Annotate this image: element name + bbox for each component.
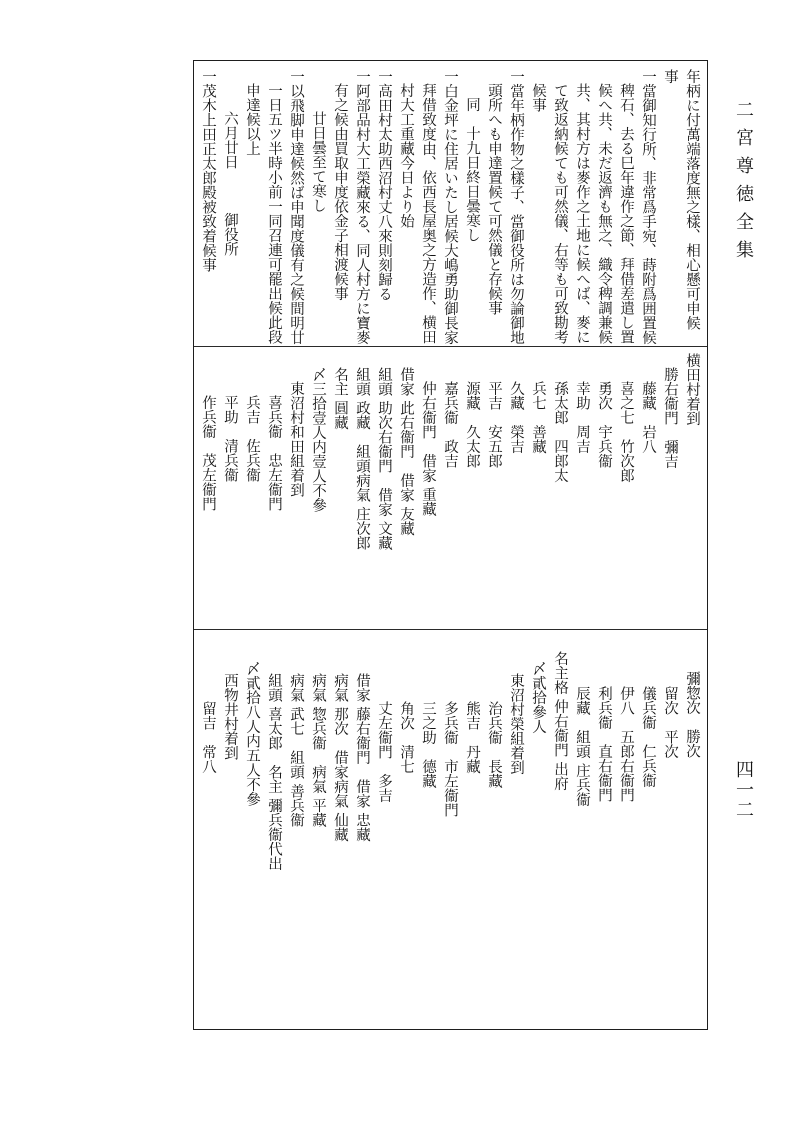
text-line: 組頭 喜太郎 名主 彌兵衞代出 <box>266 673 282 871</box>
text-line: 一以飛脚申達候然ば申聞度儀有之候間明廿 <box>288 69 304 345</box>
text-line: 三之助 德藏 <box>420 701 436 788</box>
page-number: 四一二 <box>733 760 754 820</box>
text-line: 嘉兵衞 政吉 <box>442 381 458 468</box>
text-line: 廿日曇至て寒し <box>310 111 326 213</box>
text-line: 勝右衞門 彌吉 <box>662 367 678 469</box>
text-line: 拜借致度由、依西長屋奥之方造作、横田 <box>420 83 436 344</box>
text-line: 組頭 助次右衞門 借家 文藏 <box>376 367 392 551</box>
text-line: 名主格 仲右衞門 出府 <box>552 651 568 791</box>
text-line: 一茂木上田正太郎殿被致着候事 <box>200 69 216 272</box>
text-frame <box>193 60 708 1030</box>
text-line: 名主 圓藏 <box>332 367 348 430</box>
text-line: 一當年柄作物之樣子、當御役所は勿論御地 <box>508 69 524 345</box>
text-line: 伊八 五郎右衞門 <box>618 686 634 802</box>
text-line: て致返納候ても可然儀、右等も可致勘考 <box>552 83 568 344</box>
text-line: 同 十九日終日曇寒し <box>464 97 480 242</box>
text-line: 借家 藤右衞門 借家 忠藏 <box>354 673 370 842</box>
text-line: 留吉 常八 <box>200 701 216 774</box>
text-line: 頭所へも申達置候て可然儀と存候事 <box>486 83 502 315</box>
text-line: 平助 清兵衞 <box>222 395 238 482</box>
text-line: 利兵衞 直右衞門 <box>596 686 612 802</box>
text-line: 治兵衞 長藏 <box>486 701 502 788</box>
text-line: 仲右衞門 借家 重藏 <box>420 381 436 517</box>
text-line: 東沼村和田組着到 <box>288 381 304 497</box>
text-line: 事 <box>662 69 678 84</box>
running-title: 二宮尊徳全集 <box>733 100 754 268</box>
text-line: 多兵衞 市左衞門 <box>442 701 458 817</box>
text-line: 角次 清七 <box>398 701 414 774</box>
text-line: 共、其村方は麥作之土地に候へば、麥に <box>574 83 590 344</box>
text-line: 作兵衞 茂左衞門 <box>200 395 216 511</box>
text-line: 〆貳拾參人 <box>530 661 546 734</box>
section-divider-1 <box>194 346 707 347</box>
text-line: 病氣 那次 借家病氣 仙藏 <box>332 673 348 842</box>
text-line: 借家 此右衞門 借家 友藏 <box>398 367 414 536</box>
text-line: 儀兵衞 仁兵衞 <box>640 686 656 788</box>
text-line: 村大工重藏今日より始 <box>398 83 414 228</box>
text-line: 勇次 宇兵衞 <box>596 381 612 468</box>
text-line: 平吉 安五郎 <box>486 381 502 468</box>
text-line: 熊吉 丹藏 <box>464 701 480 774</box>
text-line: 一白金坪に住居いたし居候大嶋勇助御長家 <box>442 69 458 345</box>
text-line: 申達候以上 <box>244 83 260 156</box>
text-line: 稗石、去る巳年違作之節、拜借差遣し置 <box>618 83 634 344</box>
text-line: 兵七 善藏 <box>530 381 546 454</box>
text-line: 候事 <box>530 83 546 112</box>
text-line: 有之候由買取申度依金子相渡候事 <box>332 83 348 301</box>
text-line: 年柄に付萬端落度無之樣、相心懸可申候 <box>684 69 700 330</box>
text-line: 一阿部品村大工榮藏來る、同人村方に寶麥 <box>354 69 370 345</box>
text-line: 幸助 周吉 <box>574 381 590 454</box>
text-line: 彌惣次 勝次 <box>684 671 700 758</box>
text-line: 一當御知行所、非常爲手宛、蒔附爲囲置候 <box>640 69 656 345</box>
text-line: 組頭 政藏 組頭病氣 庄次郎 <box>354 367 370 551</box>
text-line: 病氣 武七 組頭 善兵衞 <box>288 673 304 828</box>
text-line: 喜兵衞 忠左衞門 <box>266 395 282 511</box>
text-line: 丈左衞門 多吉 <box>376 701 392 803</box>
text-line: 藤藏 岩八 <box>640 381 656 454</box>
text-line: 六月廿日 御役所 <box>222 111 238 256</box>
text-line: 西物井村着到 <box>222 673 238 760</box>
text-line: 〆貳拾八人内五人不參 <box>244 661 260 806</box>
text-line: 留次 平次 <box>662 686 678 759</box>
text-line: 一日五ツ半時小前一同召連可罷出候此段 <box>266 83 282 344</box>
text-line: 東沼村榮組着到 <box>508 673 524 775</box>
text-line: 喜之七 竹次郎 <box>618 381 634 483</box>
text-line: 一高田村太助西沼村丈八來則刻歸る <box>376 69 392 301</box>
text-line: 源藏 久太郎 <box>464 381 480 468</box>
text-line: 候へ共、未だ返濟も無之、織令稗調兼候 <box>596 83 612 344</box>
text-line: 孫太郎 四郎太 <box>552 381 568 483</box>
text-line: 兵吉 佐兵衞 <box>244 395 260 482</box>
section-divider-2 <box>194 629 707 630</box>
text-line: 横田村着到 <box>684 353 700 426</box>
text-line: 病氣 惣兵衞 病氣 平藏 <box>310 673 326 828</box>
text-line: 〆三拾壹人内壹人不參 <box>310 367 326 512</box>
text-line: 久藏 榮吉 <box>508 381 524 454</box>
text-line: 辰藏 組頭 庄兵衞 <box>574 686 590 807</box>
